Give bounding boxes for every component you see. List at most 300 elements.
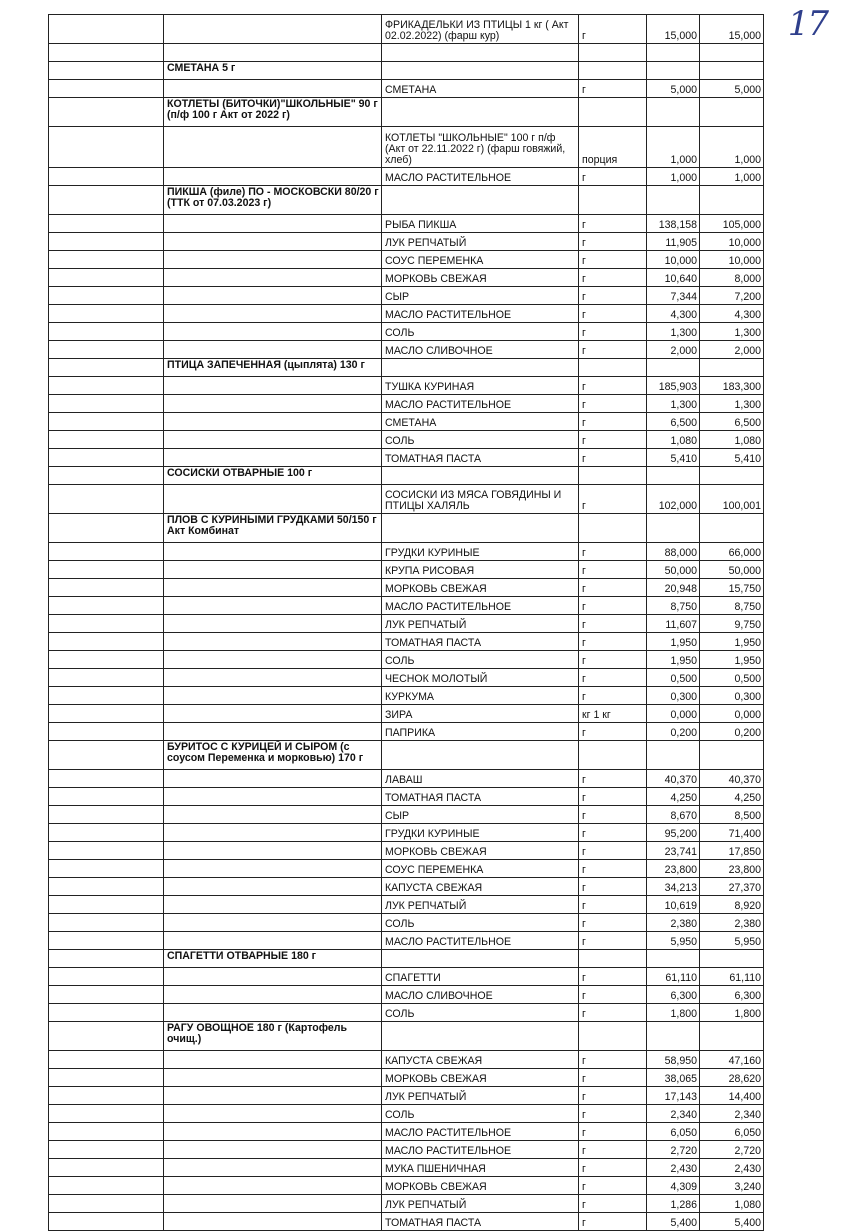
ingredient-cell: ЧЕСНОК МОЛОТЫЙ <box>382 669 579 687</box>
ingredient-cell: СОЛЬ <box>382 431 579 449</box>
dish-name-cell <box>164 878 382 896</box>
unit-cell <box>579 514 647 543</box>
ingredient-cell: МАСЛО РАСТИТЕЛЬНОЕ <box>382 395 579 413</box>
table-row <box>49 449 764 467</box>
ingredient-cell <box>382 44 579 62</box>
unit-cell: г <box>579 1051 647 1069</box>
ingredient-cell: ЛУК РЕПЧАТЫЙ <box>382 896 579 914</box>
ingredient-cell: КУРКУМА <box>382 687 579 705</box>
row-index-cell <box>49 579 164 597</box>
net-weight-cell: 15,000 <box>700 15 764 44</box>
net-weight-cell: 6,300 <box>700 986 764 1004</box>
row-index-cell <box>49 878 164 896</box>
row-index-cell <box>49 413 164 431</box>
unit-cell: г <box>579 1123 647 1141</box>
table-row <box>49 377 764 395</box>
table-row <box>49 687 764 705</box>
unit-cell: г <box>579 914 647 932</box>
unit-cell <box>579 62 647 80</box>
table-row <box>49 1177 764 1195</box>
row-index-cell <box>49 1051 164 1069</box>
row-index-cell <box>49 723 164 741</box>
dish-name-cell: РАГУ ОВОЩНОЕ 180 г (Картофель очищ.) <box>164 1022 382 1051</box>
gross-weight-cell: 1,000 <box>647 168 700 186</box>
dish-row <box>49 186 764 215</box>
table-row <box>49 287 764 305</box>
ingredient-cell: СОЛЬ <box>382 323 579 341</box>
gross-weight-cell: 8,670 <box>647 806 700 824</box>
row-index-cell <box>49 467 164 485</box>
gross-weight-cell: 10,000 <box>647 251 700 269</box>
table-row <box>49 305 764 323</box>
unit-cell <box>579 741 647 770</box>
net-weight-cell: 2,720 <box>700 1141 764 1159</box>
unit-cell: г <box>579 842 647 860</box>
unit-cell: г <box>579 1141 647 1159</box>
table-row <box>49 1004 764 1022</box>
dish-row <box>49 1022 764 1051</box>
net-weight-cell: 61,110 <box>700 968 764 986</box>
net-weight-cell: 4,250 <box>700 788 764 806</box>
gross-weight-cell <box>647 467 700 485</box>
unit-cell <box>579 186 647 215</box>
table-row <box>49 806 764 824</box>
table-row <box>49 323 764 341</box>
gross-weight-cell: 11,905 <box>647 233 700 251</box>
ingredient-cell: СОЛЬ <box>382 914 579 932</box>
gross-weight-cell: 2,720 <box>647 1141 700 1159</box>
table-row <box>49 1159 764 1177</box>
gross-weight-cell: 23,741 <box>647 842 700 860</box>
table-row <box>49 896 764 914</box>
net-weight-cell: 10,000 <box>700 251 764 269</box>
ingredient-cell: МАСЛО РАСТИТЕЛЬНОЕ <box>382 1141 579 1159</box>
row-index-cell <box>49 986 164 1004</box>
dish-name-cell <box>164 233 382 251</box>
dish-name-cell <box>164 168 382 186</box>
row-index-cell <box>49 741 164 770</box>
unit-cell: г <box>579 1069 647 1087</box>
ingredient-cell: МАСЛО РАСТИТЕЛЬНОЕ <box>382 305 579 323</box>
table-row <box>49 986 764 1004</box>
dish-name-cell <box>164 1051 382 1069</box>
unit-cell: г <box>579 723 647 741</box>
ingredient-cell: ЛУК РЕПЧАТЫЙ <box>382 1087 579 1105</box>
gross-weight-cell <box>647 950 700 968</box>
dish-row <box>49 62 764 80</box>
gross-weight-cell: 38,065 <box>647 1069 700 1087</box>
row-index-cell <box>49 597 164 615</box>
dish-name-cell <box>164 1087 382 1105</box>
dish-name-cell <box>164 1195 382 1213</box>
net-weight-cell: 5,400 <box>700 1213 764 1231</box>
table-row <box>49 1105 764 1123</box>
net-weight-cell: 50,000 <box>700 561 764 579</box>
net-weight-cell: 5,410 <box>700 449 764 467</box>
row-index-cell <box>49 633 164 651</box>
gross-weight-cell: 2,380 <box>647 914 700 932</box>
dish-name-cell <box>164 127 382 168</box>
ingredient-cell: ТОМАТНАЯ ПАСТА <box>382 633 579 651</box>
dish-name-cell: СМЕТАНА 5 г <box>164 62 382 80</box>
gross-weight-cell: 1,080 <box>647 431 700 449</box>
row-index-cell <box>49 1105 164 1123</box>
row-index-cell <box>49 233 164 251</box>
unit-cell: г <box>579 932 647 950</box>
table-row <box>49 788 764 806</box>
table-row <box>49 705 764 723</box>
net-weight-cell: 1,300 <box>700 323 764 341</box>
unit-cell: г <box>579 860 647 878</box>
row-index-cell <box>49 168 164 186</box>
row-index-cell <box>49 127 164 168</box>
dish-name-cell <box>164 968 382 986</box>
net-weight-cell: 0,300 <box>700 687 764 705</box>
gross-weight-cell: 1,950 <box>647 651 700 669</box>
unit-cell: г <box>579 669 647 687</box>
table-row <box>49 395 764 413</box>
net-weight-cell: 17,850 <box>700 842 764 860</box>
ingredient-cell: МОРКОВЬ СВЕЖАЯ <box>382 269 579 287</box>
net-weight-cell: 1,000 <box>700 127 764 168</box>
unit-cell: г <box>579 341 647 359</box>
dish-name-cell <box>164 543 382 561</box>
ingredient-cell: СМЕТАНА <box>382 80 579 98</box>
table-row <box>49 597 764 615</box>
row-index-cell <box>49 950 164 968</box>
dish-name-cell: ПТИЦА ЗАПЕЧЕННАЯ (цыплята) 130 г <box>164 359 382 377</box>
table-row <box>49 561 764 579</box>
unit-cell <box>579 44 647 62</box>
dish-name-cell <box>164 269 382 287</box>
table-row <box>49 431 764 449</box>
ingredient-cell: ГРУДКИ КУРИНЫЕ <box>382 543 579 561</box>
handwritten-page-number: 17 <box>787 4 827 44</box>
dish-name-cell <box>164 986 382 1004</box>
ingredient-cell: ЛУК РЕПЧАТЫЙ <box>382 615 579 633</box>
gross-weight-cell: 4,300 <box>647 305 700 323</box>
dish-name-cell <box>164 824 382 842</box>
net-weight-cell <box>700 467 764 485</box>
ingredient-cell <box>382 950 579 968</box>
unit-cell: г <box>579 80 647 98</box>
ingredient-cell: ТОМАТНАЯ ПАСТА <box>382 449 579 467</box>
dish-name-cell: СПАГЕТТИ ОТВАРНЫЕ 180 г <box>164 950 382 968</box>
table-row <box>49 269 764 287</box>
table-row <box>49 1195 764 1213</box>
net-weight-cell: 47,160 <box>700 1051 764 1069</box>
net-weight-cell: 1,080 <box>700 431 764 449</box>
net-weight-cell: 1,300 <box>700 395 764 413</box>
row-index-cell <box>49 788 164 806</box>
ingredient-cell <box>382 514 579 543</box>
ingredient-cell: СОУС ПЕРЕМЕНКА <box>382 860 579 878</box>
dish-name-cell <box>164 323 382 341</box>
net-weight-cell: 1,080 <box>700 1195 764 1213</box>
net-weight-cell: 2,430 <box>700 1159 764 1177</box>
dish-name-cell: КОТЛЕТЫ (БИТОЧКИ)"ШКОЛЬНЫЕ" 90 г (п/ф 100 г Акт от 2022 г) <box>164 98 382 127</box>
table-row <box>49 1087 764 1105</box>
net-weight-cell: 15,750 <box>700 579 764 597</box>
unit-cell: г <box>579 449 647 467</box>
table-row <box>49 968 764 986</box>
unit-cell: г <box>579 770 647 788</box>
ingredient-cell: ПАПРИКА <box>382 723 579 741</box>
unit-cell: г <box>579 878 647 896</box>
ingredient-cell: СОСИСКИ ИЗ МЯСА ГОВЯДИНЫ И ПТИЦЫ ХАЛЯЛЬ <box>382 485 579 514</box>
unit-cell: г <box>579 824 647 842</box>
table-row <box>49 579 764 597</box>
gross-weight-cell <box>647 62 700 80</box>
row-index-cell <box>49 305 164 323</box>
row-index-cell <box>49 1004 164 1022</box>
row-index-cell <box>49 215 164 233</box>
gross-weight-cell: 0,500 <box>647 669 700 687</box>
row-index-cell <box>49 395 164 413</box>
gross-weight-cell: 6,050 <box>647 1123 700 1141</box>
table-row <box>49 413 764 431</box>
unit-cell: г <box>579 806 647 824</box>
net-weight-cell: 8,920 <box>700 896 764 914</box>
ingredient-cell <box>382 1022 579 1051</box>
ingredient-cell: СОУС ПЕРЕМЕНКА <box>382 251 579 269</box>
table-row <box>49 341 764 359</box>
ingredient-cell: СМЕТАНА <box>382 413 579 431</box>
dish-name-cell <box>164 770 382 788</box>
dish-name-cell <box>164 15 382 44</box>
ingredient-cell <box>382 186 579 215</box>
table-row <box>49 543 764 561</box>
gross-weight-cell: 2,430 <box>647 1159 700 1177</box>
table-row <box>49 633 764 651</box>
unit-cell: г <box>579 896 647 914</box>
dish-name-cell <box>164 395 382 413</box>
table-row <box>49 15 764 44</box>
ingredient-cell: ЛУК РЕПЧАТЫЙ <box>382 233 579 251</box>
dish-name-cell <box>164 860 382 878</box>
net-weight-cell: 1,800 <box>700 1004 764 1022</box>
unit-cell: г <box>579 269 647 287</box>
table-row <box>49 723 764 741</box>
gross-weight-cell: 20,948 <box>647 579 700 597</box>
table-row <box>49 233 764 251</box>
dish-name-cell <box>164 806 382 824</box>
gross-weight-cell: 2,000 <box>647 341 700 359</box>
gross-weight-cell: 6,500 <box>647 413 700 431</box>
table-row <box>49 1123 764 1141</box>
row-index-cell <box>49 359 164 377</box>
gross-weight-cell: 5,400 <box>647 1213 700 1231</box>
ingredient-cell: СОЛЬ <box>382 1004 579 1022</box>
unit-cell: г <box>579 305 647 323</box>
dish-name-cell <box>164 1123 382 1141</box>
row-index-cell <box>49 269 164 287</box>
table-row <box>49 914 764 932</box>
net-weight-cell: 5,000 <box>700 80 764 98</box>
table-row <box>49 1141 764 1159</box>
ingredient-cell: МАСЛО РАСТИТЕЛЬНОЕ <box>382 1123 579 1141</box>
ingredient-cell: КРУПА РИСОВАЯ <box>382 561 579 579</box>
net-weight-cell: 105,000 <box>700 215 764 233</box>
ingredient-cell: РЫБА ПИКША <box>382 215 579 233</box>
unit-cell: г <box>579 377 647 395</box>
dish-name-cell <box>164 431 382 449</box>
gross-weight-cell: 1,300 <box>647 323 700 341</box>
unit-cell <box>579 359 647 377</box>
dish-name-cell <box>164 615 382 633</box>
ingredient-cell <box>382 741 579 770</box>
unit-cell: г <box>579 597 647 615</box>
gross-weight-cell: 7,344 <box>647 287 700 305</box>
net-weight-cell <box>700 44 764 62</box>
net-weight-cell <box>700 1022 764 1051</box>
unit-cell: г <box>579 968 647 986</box>
net-weight-cell: 100,001 <box>700 485 764 514</box>
row-index-cell <box>49 543 164 561</box>
ingredient-cell: КАПУСТА СВЕЖАЯ <box>382 1051 579 1069</box>
row-index-cell <box>49 651 164 669</box>
row-index-cell <box>49 860 164 878</box>
ingredient-cell: МОРКОВЬ СВЕЖАЯ <box>382 1177 579 1195</box>
row-index-cell <box>49 1022 164 1051</box>
unit-cell <box>579 467 647 485</box>
unit-cell: г <box>579 233 647 251</box>
row-index-cell <box>49 1087 164 1105</box>
net-weight-cell <box>700 62 764 80</box>
gross-weight-cell: 0,200 <box>647 723 700 741</box>
unit-cell: г <box>579 413 647 431</box>
net-weight-cell: 66,000 <box>700 543 764 561</box>
gross-weight-cell: 2,340 <box>647 1105 700 1123</box>
ingredient-cell: МОРКОВЬ СВЕЖАЯ <box>382 842 579 860</box>
gross-weight-cell: 6,300 <box>647 986 700 1004</box>
row-index-cell <box>49 561 164 579</box>
ingredient-cell: ЛАВАШ <box>382 770 579 788</box>
row-index-cell <box>49 615 164 633</box>
dish-name-cell <box>164 1159 382 1177</box>
gross-weight-cell: 40,370 <box>647 770 700 788</box>
table-body <box>49 15 764 1231</box>
table-row <box>49 168 764 186</box>
dish-name-cell <box>164 80 382 98</box>
gross-weight-cell: 50,000 <box>647 561 700 579</box>
dish-name-cell <box>164 723 382 741</box>
row-index-cell <box>49 186 164 215</box>
ingredient-cell: ТОМАТНАЯ ПАСТА <box>382 1213 579 1231</box>
ingredient-cell: СЫР <box>382 806 579 824</box>
gross-weight-cell <box>647 359 700 377</box>
unit-cell: г <box>579 1087 647 1105</box>
dish-name-cell <box>164 651 382 669</box>
ingredient-cell: СОЛЬ <box>382 1105 579 1123</box>
unit-cell: г <box>579 251 647 269</box>
table-row <box>49 1051 764 1069</box>
ingredient-cell: ЗИРА <box>382 705 579 723</box>
row-index-cell <box>49 1123 164 1141</box>
gross-weight-cell <box>647 98 700 127</box>
gross-weight-cell: 95,200 <box>647 824 700 842</box>
dish-name-cell <box>164 788 382 806</box>
dish-row <box>49 467 764 485</box>
dish-name-cell <box>164 896 382 914</box>
ingredient-cell: ТУШКА КУРИНАЯ <box>382 377 579 395</box>
gross-weight-cell <box>647 514 700 543</box>
dish-name-cell <box>164 669 382 687</box>
ingredient-cell: СОЛЬ <box>382 651 579 669</box>
dish-name-cell <box>164 914 382 932</box>
dish-name-cell <box>164 842 382 860</box>
unit-cell: г <box>579 215 647 233</box>
net-weight-cell: 9,750 <box>700 615 764 633</box>
unit-cell: г <box>579 788 647 806</box>
row-index-cell <box>49 62 164 80</box>
gross-weight-cell: 1,000 <box>647 127 700 168</box>
dish-name-cell <box>164 215 382 233</box>
net-weight-cell: 2,000 <box>700 341 764 359</box>
ingredient-cell: МОРКОВЬ СВЕЖАЯ <box>382 579 579 597</box>
dish-row <box>49 950 764 968</box>
gross-weight-cell: 17,143 <box>647 1087 700 1105</box>
unit-cell: г <box>579 561 647 579</box>
dish-row <box>49 741 764 770</box>
row-index-cell <box>49 1177 164 1195</box>
gross-weight-cell: 1,286 <box>647 1195 700 1213</box>
net-weight-cell <box>700 950 764 968</box>
dish-name-cell: ПИКША (филе) ПО - МОСКОВСКИ 80/20 г (ТТК от 07.03.2023 г) <box>164 186 382 215</box>
ingredient-cell: МАСЛО СЛИВОЧНОЕ <box>382 986 579 1004</box>
gross-weight-cell: 185,903 <box>647 377 700 395</box>
gross-weight-cell: 4,250 <box>647 788 700 806</box>
table-row <box>49 44 764 62</box>
gross-weight-cell <box>647 186 700 215</box>
unit-cell <box>579 950 647 968</box>
table-row <box>49 860 764 878</box>
gross-weight-cell: 102,000 <box>647 485 700 514</box>
net-weight-cell: 6,500 <box>700 413 764 431</box>
dish-name-cell <box>164 1105 382 1123</box>
net-weight-cell: 0,200 <box>700 723 764 741</box>
unit-cell: г <box>579 615 647 633</box>
net-weight-cell: 40,370 <box>700 770 764 788</box>
row-index-cell <box>49 687 164 705</box>
row-index-cell <box>49 485 164 514</box>
net-weight-cell <box>700 186 764 215</box>
row-index-cell <box>49 377 164 395</box>
gross-weight-cell: 1,300 <box>647 395 700 413</box>
row-index-cell <box>49 98 164 127</box>
net-weight-cell: 28,620 <box>700 1069 764 1087</box>
dish-name-cell <box>164 305 382 323</box>
gross-weight-cell <box>647 1022 700 1051</box>
unit-cell: г <box>579 287 647 305</box>
unit-cell: г <box>579 1159 647 1177</box>
gross-weight-cell: 1,800 <box>647 1004 700 1022</box>
row-index-cell <box>49 1195 164 1213</box>
dish-name-cell <box>164 561 382 579</box>
row-index-cell <box>49 842 164 860</box>
net-weight-cell: 23,800 <box>700 860 764 878</box>
dish-name-cell <box>164 705 382 723</box>
row-index-cell <box>49 1141 164 1159</box>
unit-cell: г <box>579 1004 647 1022</box>
table-row <box>49 669 764 687</box>
table-row <box>49 824 764 842</box>
ingredient-cell: ЛУК РЕПЧАТЫЙ <box>382 1195 579 1213</box>
ingredient-cell: ГРУДКИ КУРИНЫЕ <box>382 824 579 842</box>
dish-row <box>49 98 764 127</box>
unit-cell: г <box>579 633 647 651</box>
ingredient-cell: СЫР <box>382 287 579 305</box>
